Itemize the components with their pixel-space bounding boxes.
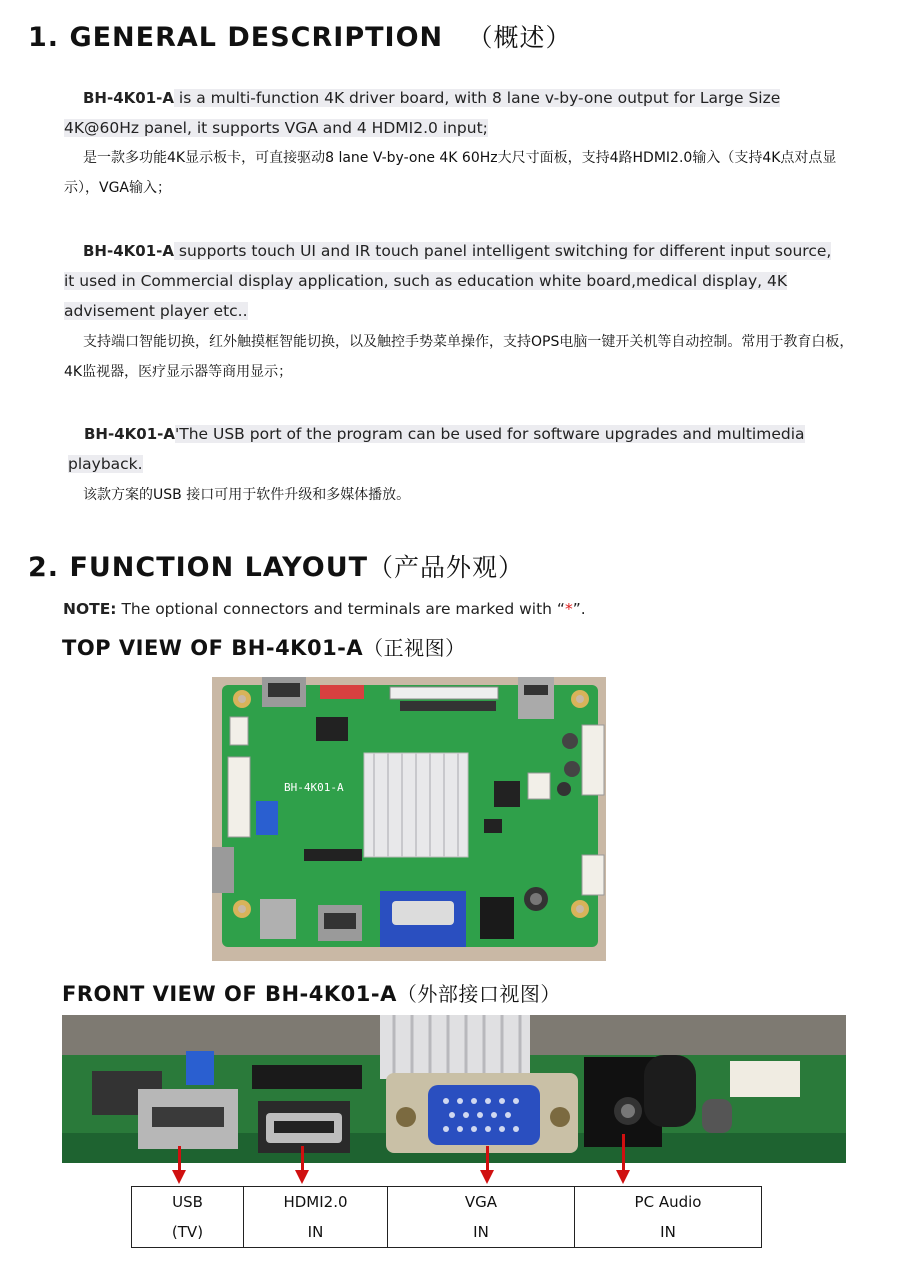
optional-marker: * [564,600,573,618]
product-name: BH-4K01-A [84,425,175,443]
product-name: BH-4K01-A [83,89,174,107]
port-vga: VGA IN [388,1187,575,1248]
product-name: BH-4K01-A [83,242,174,260]
table-row [132,1187,762,1248]
ports-table [131,1186,762,1248]
section1-title: 1. GENERAL DESCRIPTION （概述） [28,22,572,53]
port-usb: USB (TV) [132,1187,244,1248]
front-view-board-image [62,1015,846,1163]
note-line: NOTE: The optional connectors and terminals are marked with “*”. [63,600,586,618]
para2-en: BH-4K01-A supports touch UI and IR touch panel intelligent switching for different input source, it used in Commercial display application, such as education white board,medical display, 4K advisement player etc.. [64,242,832,320]
front-view-title: FRONT VIEW OF BH-4K01-A（外部接口视图） [62,982,561,1006]
port-hdmi: HDMI2.0 IN [244,1187,388,1248]
para1-cn: 是一款多功能4K显示板卡，可直接驱动8 lane V-by-one 4K 60Hz大尺寸面板，支持4路HDMI2.0输入（支持4K点对点显示），VGA输入； [64,150,837,196]
top-view-title: TOP VIEW OF BH-4K01-A（正视图） [62,636,466,660]
section2-title: 2. FUNCTION LAYOUT（产品外观） [28,552,525,583]
pcb-front-illustration [62,1015,846,1163]
top-view-board-image [212,677,606,961]
para3-cn: 该款方案的USB 接口可用于软件升级和多媒体播放。 [83,487,411,503]
section2-title-cn: （产品外观） [368,553,525,582]
para1-en: BH-4K01-A is a multi-function 4K driver board, with 8 lane v-by-one output for Large Size 4K@60Hz panel, it supports VGA and 4 HDMI2.0 input; [64,89,781,137]
para3-en: BH-4K01-A'The USB port of the program can be used for software upgrades and multimedia playback. [68,425,805,473]
pcb-top-illustration [212,677,606,961]
section1-title-cn: （概述） [467,23,572,52]
port-audio: PC Audio IN [575,1187,762,1248]
board-silkscreen-label: BH-4K01-A [284,781,344,794]
para2-cn: 支持端口智能切换，红外触摸框智能切换，以及触控手势菜单操作，支持OPS电脑一键开关机等自动控制。常用于教育白板，4K监视器，医疗显示器等商用显示； [64,334,854,380]
